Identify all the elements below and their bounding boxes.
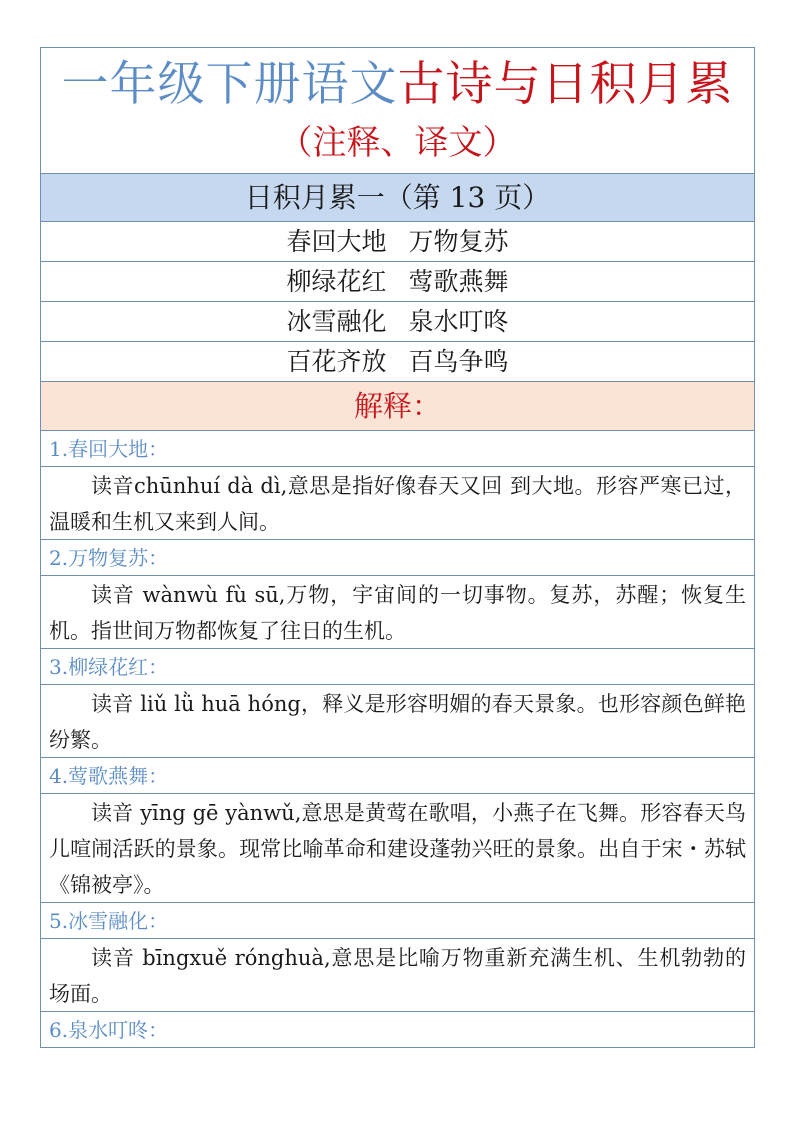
- poem-line: [41, 262, 754, 302]
- entry-heading: 3.柳绿花红：: [41, 649, 754, 685]
- phrase: 百鸟争鸣: [408, 347, 509, 376]
- entry-body: [41, 467, 754, 540]
- explanation-header: 解释：: [41, 382, 754, 431]
- poem-line: [41, 342, 754, 382]
- entry-heading: 5.冰雪融化：: [41, 903, 754, 939]
- section-header: 日积月累一（第 13 页）: [41, 174, 754, 222]
- entry-heading: 6.泉水叮咚：: [41, 1012, 754, 1048]
- entry-heading: 1.春回大地：: [41, 431, 754, 467]
- phrase: 万物复苏: [408, 227, 509, 256]
- poem-line: [41, 222, 754, 262]
- entry-text: 读音 wànwù fù sū,万物，宇宙间的一切事物。复苏，苏醒；恢复生机。指世间万物都恢复了往日的生机。: [49, 583, 746, 643]
- title-part-red: 古诗与日积月累: [397, 57, 734, 112]
- entry-body: [41, 794, 754, 903]
- entry-body: [41, 685, 754, 758]
- title-block: [41, 48, 754, 174]
- phrase: 百花齐放: [286, 347, 387, 376]
- phrase: 冰雪融化: [286, 307, 387, 336]
- entry-heading: 4.莺歌燕舞：: [41, 758, 754, 794]
- entry-text: 读音 yīng gē yànwǔ,意思是黄莺在歌唱，小燕子在飞舞。形容春天鸟儿喧闹活跃的景象。现常比喻革命和建设蓬勃兴旺的景象。出自于宋・苏轼《锦被亭》。: [49, 801, 746, 897]
- poem-line: [41, 302, 754, 342]
- entry-body: [41, 576, 754, 649]
- document-table: [40, 47, 755, 1048]
- phrase: 泉水叮咚: [408, 307, 509, 336]
- entry-text: 读音 bīngxuě rónghuà,意思是比喻万物重新充满生机、生机勃勃的场面。: [49, 946, 746, 1006]
- entry-text: 读音chūnhuí dà dì,意思是指好像春天又回 到大地。形容严寒已过，温暖和生机又来到人间。: [49, 474, 746, 534]
- entry-body: [41, 939, 754, 1012]
- phrase: 春回大地: [286, 227, 387, 256]
- entry-heading: 2.万物复苏：: [41, 540, 754, 576]
- title-part-blue: 一年级下册语文: [61, 57, 398, 112]
- document-subtitle: （注释、译文）: [278, 123, 517, 163]
- phrase: 莺歌燕舞: [408, 267, 509, 296]
- document-title: [41, 48, 754, 116]
- entry-text: 读音 liǔ lǜ huā hóng，释义是形容明媚的春天景象。也形容颜色鲜艳纷繁。: [49, 692, 746, 752]
- phrase: 柳绿花红: [286, 267, 387, 296]
